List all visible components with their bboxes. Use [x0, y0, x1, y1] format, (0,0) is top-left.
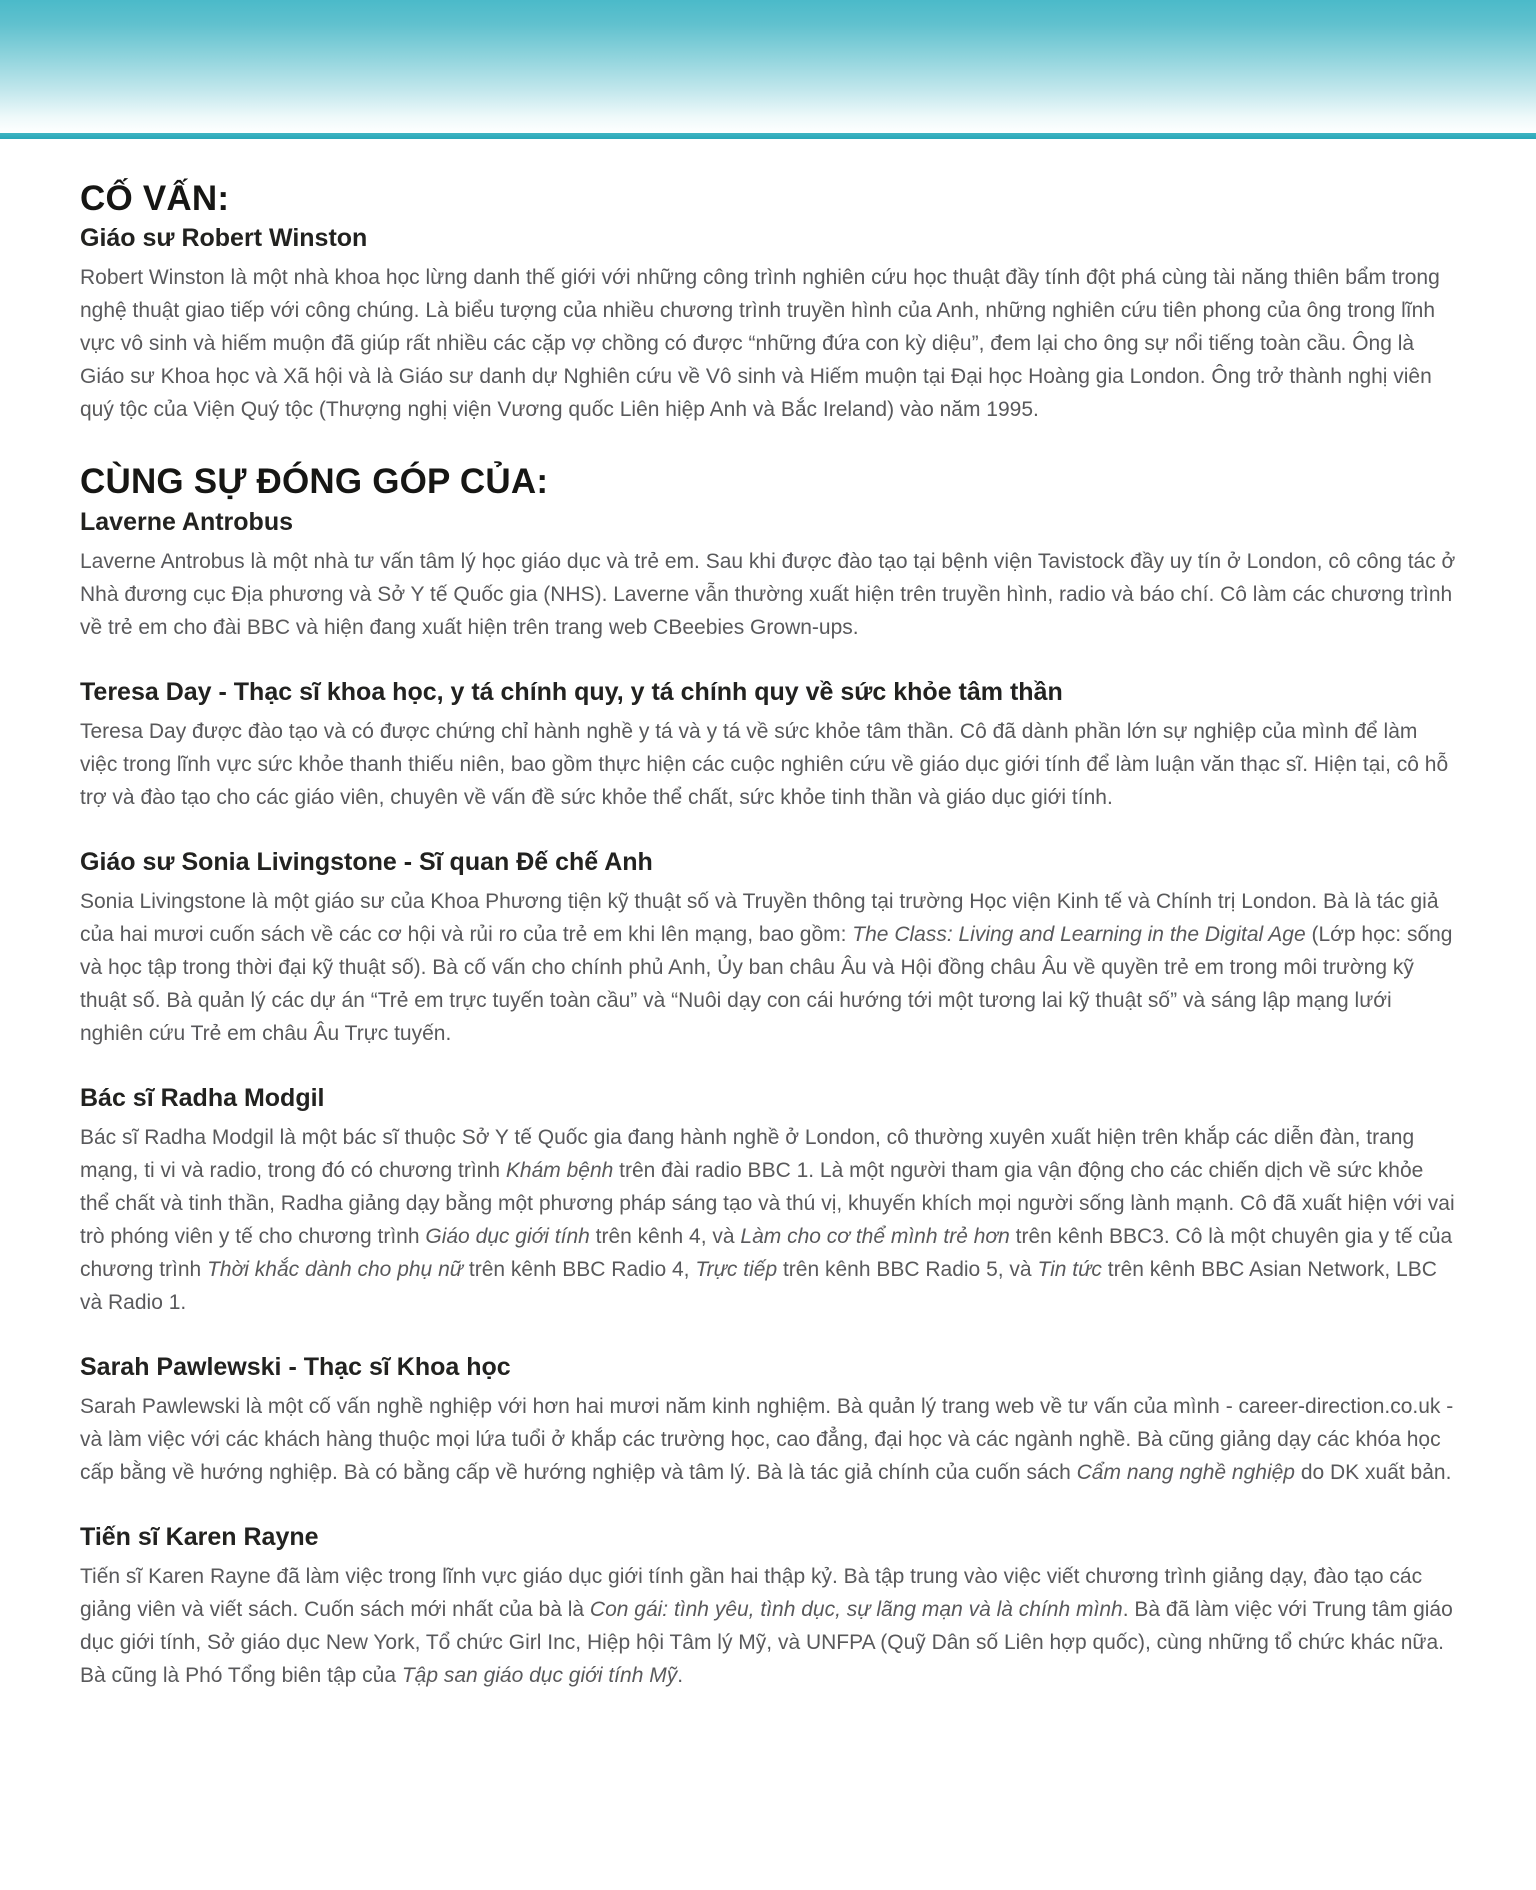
contributor-name: Tiến sĩ Karen Rayne — [80, 1522, 319, 1551]
contributor-name: Bác sĩ Radha Modgil — [80, 1083, 325, 1112]
contributor-name: Laverne Antrobus — [80, 507, 294, 536]
header-banner — [0, 0, 1536, 139]
contributor-name: Teresa Day - Thạc sĩ khoa học, y tá chính quy, y tá chính quy về sức khỏe tâm thần — [80, 677, 1063, 706]
advisors-section-heading: CỐ VẤN: — [80, 179, 230, 218]
header-accent-line — [0, 133, 1536, 139]
contributor-bio: Tiến sĩ Karen Rayne đã làm việc trong lĩnh vực giáo dục giới tính gần hai thập kỷ. Bà tập trung vào việc viết chương trình giảng dạy, đào tạo các giảng viên và viết sách. Cuốn sách mới nhất của bà là Con gái: tình yêu, tình dục, sự lãng mạn và là chính mình. Bà đã làm việc với Trung tâm giáo dục giới tính, Sở giáo dục New York, Tổ chức Girl Inc, Hiệp hội Tâm lý Mỹ, và UNFPA (Quỹ Dân số Liên hợp quốc), cùng những tổ chức khác nữa. Bà cũng là Phó Tổng biên tập của Tập san giáo dục giới tính Mỹ. — [80, 1564, 1453, 1687]
contributor-name: Giáo sư Sonia Livingstone - Sĩ quan Đế chế Anh — [80, 847, 653, 876]
contributor-entry-laverne-antrobus — [80, 507, 1456, 644]
contributor-bio: Laverne Antrobus là một nhà tư vấn tâm lý học giáo dục và trẻ em. Sau khi được đào tạo tại bệnh viện Tavistock đầy uy tín ở London, cô công tác ở Nhà đương cục Địa phương và Sở Y tế Quốc gia (NHS). Laverne vẫn thường xuất hiện trên truyền hình, radio và báo chí. Cô làm các chương trình về trẻ em cho đài BBC và hiện đang xuất hiện trên trang web CBeebies Grown-ups. — [80, 549, 1456, 639]
contributor-entry-karen-rayne — [80, 1522, 1456, 1692]
contributor-entry-radha-modgil — [80, 1083, 1456, 1319]
contributor-name: Sarah Pawlewski - Thạc sĩ Khoa học — [80, 1352, 511, 1381]
page-content — [0, 179, 1536, 1692]
contributor-entry-sonia-livingstone — [80, 847, 1456, 1050]
contributor-bio: Sonia Livingstone là một giáo sư của Khoa Phương tiện kỹ thuật số và Truyền thông tại trường Học viện Kinh tế và Chính trị London. Bà là tác giả của hai mươi cuốn sách về các cơ hội và rủi ro của trẻ em khi lên mạng, bao gồm: The Class: Living and Learning in the Digital Age (Lớp học: sống và học tập trong thời đại kỹ thuật số). Bà cố vấn cho chính phủ Anh, Ủy ban châu Âu và Hội đồng châu Âu về quyền trẻ em trong môi trường kỹ thuật số. Bà quản lý các dự án “Trẻ em trực tuyến toàn cầu” và “Nuôi dạy con cái hướng tới một tương lai kỹ thuật số” và sáng lập mạng lưới nghiên cứu Trẻ em châu Âu Trực tuyến. — [80, 889, 1453, 1045]
advisor-bio: Robert Winston là một nhà khoa học lừng danh thế giới với những công trình nghiên cứu học thuật đầy tính đột phá cùng tài năng thiên bẩm trong nghệ thuật giao tiếp với công chúng. Là biểu tượng của nhiều chương trình truyền hình của Anh, những nghiên cứu tiên phong của ông trong lĩnh vực vô sinh và hiếm muộn đã giúp rất nhiều các cặp vợ chồng có được “những đứa con kỳ diệu”, đem lại cho ông sự nổi tiếng toàn cầu. Ông là Giáo sư Khoa học và Xã hội và là Giáo sư danh dự Nghiên cứu về Vô sinh và Hiếm muộn tại Đại học Hoàng gia London. Ông trở thành nghị viên quý tộc của Viện Quý tộc (Thượng nghị viện Vương quốc Liên hiệp Anh và Bắc Ireland) vào năm 1995. — [80, 266, 1440, 422]
contributor-entry-sarah-pawlewski — [80, 1352, 1456, 1489]
contributor-bio: Bác sĩ Radha Modgil là một bác sĩ thuộc Sở Y tế Quốc gia đang hành nghề ở London, cô thường xuyên xuất hiện trên khắp các diễn đàn, trang mạng, ti vi và radio, trong đó có chương trình Khám bệnh trên đài radio BBC 1. Là một người tham gia vận động cho các chiến dịch về sức khỏe thể chất và tinh thần, Radha giảng dạy bằng một phương pháp sáng tạo và thú vị, khuyến khích mọi người sống lành mạnh. Cô đã xuất hiện với vai trò phóng viên y tế cho chương trình Giáo dục giới tính trên kênh 4, và Làm cho cơ thể mình trẻ hơn trên kênh BBC3. Cô là một chuyên gia y tế của chương trình Thời khắc dành cho phụ nữ trên kênh BBC Radio 4, Trực tiếp trên kênh BBC Radio 5, và Tin tức trên kênh BBC Asian Network, LBC và Radio 1. — [80, 1125, 1455, 1314]
contributors-section-heading: CÙNG SỰ ĐÓNG GÓP CỦA: — [80, 462, 549, 502]
advisor-name: Giáo sư Robert Winston — [80, 224, 368, 253]
contributor-bio: Teresa Day được đào tạo và có được chứng chỉ hành nghề y tá và y tá về sức khỏe tâm thần. Cô đã dành phần lớn sự nghiệp của mình để làm việc trong lĩnh vực sức khỏe thanh thiếu niên, bao gồm thực hiện các cuộc nghiên cứu về giáo dục giới tính để làm luận văn thạc sĩ. Hiện tại, cô hỗ trợ và đào tạo cho các giáo viên, chuyên về vấn đề sức khỏe thể chất, sức khỏe tinh thần và giáo dục giới tính. — [80, 719, 1449, 809]
contributor-entry-teresa-day — [80, 677, 1456, 814]
advisor-entry-robert-winston — [80, 223, 1456, 426]
contributor-bio: Sarah Pawlewski là một cố vấn nghề nghiệp với hơn hai mươi năm kinh nghiệm. Bà quản lý trang web về tư vấn của mình - career-direction.co.uk - và làm việc với các khách hàng thuộc mọi lứa tuổi ở khắp các trường học, cao đẳng, đại học và các ngành nghề. Bà cũng giảng dạy các khóa học cấp bằng về hướng nghiệp. Bà có bằng cấp về hướng nghiệp và tâm lý. Bà là tác giả chính của cuốn sách Cẩm nang nghề nghiệp do DK xuất bản. — [80, 1394, 1454, 1484]
header-gradient-band — [0, 0, 1536, 133]
